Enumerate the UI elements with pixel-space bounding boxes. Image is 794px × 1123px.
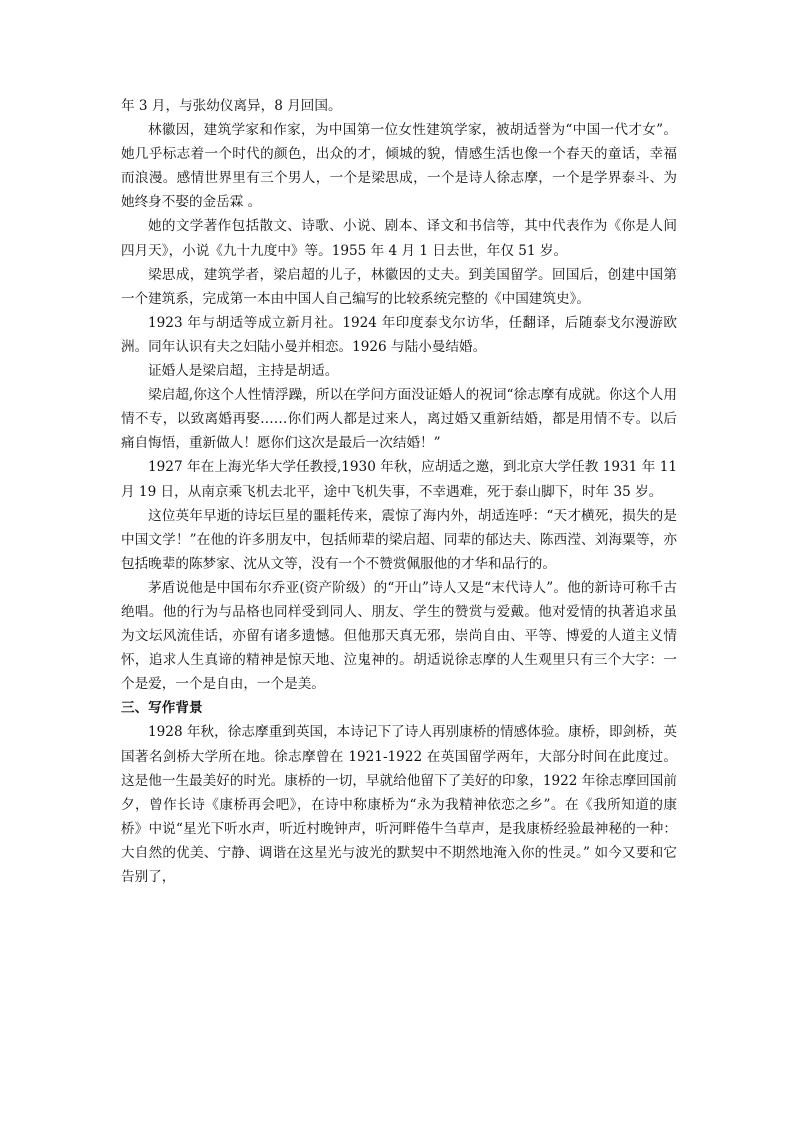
paragraph-wedding-speech: 梁启超,你这个人性情浮躁，所以在学问方面没证婚人的祝词“徐志摩有成就。你这个人用情不专，以致离婚再娶……你们两人都是过来人，离过婚又重新结婚，都是用情不专。以后痛自悔悟，重新做人！愿你们这次是最后一次结婚！” [121,387,677,452]
paragraph-writing-background: 1928 年秋，徐志摩重到英国，本诗记下了诗人再别康桥的情感体验。康桥，即剑桥，英国著名剑桥大学所在地。徐志摩曾在 1921-1922 在英国留学两年，大部分时间在此度过。这是他一生最美好的时光。康桥的一切，早就给他留下了美好的印象，1922 年徐志摩回国前夕，曾作长诗《康桥再会吧》，在诗中称康桥为“永为我精神依恋之乡”。在《我所知道的康桥》中说“星光下听水声，听近村晚钟声，听河畔倦牛刍草声，是我康桥经验最神秘的一种：大自然的优美、宁静、调谐在这星光与波光的默契中不期然地淹入你的性灵。” 如今又要和它告别了， [121,724,677,885]
paragraph-teaching-death: 1927 年在上海光华大学任教授,1930 年秋，应胡适之邀，到北京大学任教 1931 年 11 月 19 日，从南京乘飞机去北平，途中飞机失事，不幸遇难，死于泰山脚下，时年 35 岁。 [121,459,677,500]
paragraph-crescent-society: 1923 年与胡适等成立新月社。1924 年印度泰戈尔访华，任翻译，后随泰戈尔漫游欧洲。同年认识有夫之妇陆小曼并相恋。1926 与陆小曼结婚。 [121,314,677,355]
section-heading-background: 三、写作背景 [121,700,203,717]
paragraph-liang-sicheng: 梁思成，建筑学者，梁启超的儿子，林徽因的丈夫。到美国留学。回国后，创建中国第一个建筑系，完成第一本由中国人自己编写的比较系统完整的《中国建筑史》。 [121,266,677,307]
paragraph-continuation: 年 3 月，与张幼仪离异，8 月回国。 [121,98,342,114]
paragraph-mourning: 这位英年早逝的诗坛巨星的噩耗传来，震惊了海内外，胡适连呼：“天才横死，损失的是中国文学！”在他的许多朋友中，包括师辈的梁启超、同辈的郁达夫、陈西滢、刘海粟等，亦包括晚辈的陈梦家、沈从文等，没有一个不赞赏佩服他的才华和品行的。 [121,507,677,572]
paragraph-wedding-witness: 证婚人是梁启超，主持是胡适。 [148,363,339,380]
document-page [121,94,677,889]
paragraph-evaluation: 茅盾说他是中国布尔乔亚(资产阶级）的“开山”诗人又是“末代诗人”。他的新诗可称千古绝唱。他的行为与品格也同样受到同人、朋友、学生的赞赏与爱戴。他对爱情的执著追求虽为文坛风流佳话，亦留有诸多遗憾。但他那天真无邪，崇尚自由、平等、博爱的人道主义情怀，追求人生真谛的精神是惊天地、泣鬼神的。胡适说徐志摩的人生观里只有三个大字：一个是爱，一个是自由，一个是美。 [121,579,677,693]
paragraph-lin-huiyin: 林徽因，建筑学家和作家，为中国第一位女性建筑学家，被胡适誉为“中国一代才女”。她几乎标志着一个时代的颜色，出众的才，倾城的貌，情感生活也像一个春天的童话，幸福而浪漫。感情世界里有三个男人，一个是梁思成，一个是诗人徐志摩，一个是学界泰斗、为她终身不娶的金岳霖 。 [121,122,677,211]
paragraph-lin-works: 她的文学著作包括散文、诗歌、小说、剧本、译文和书信等，其中代表作为《你是人间四月天》，小说《九十九度中》等。1955 年 4 月 1 日去世，年仅 51 岁。 [121,218,677,259]
